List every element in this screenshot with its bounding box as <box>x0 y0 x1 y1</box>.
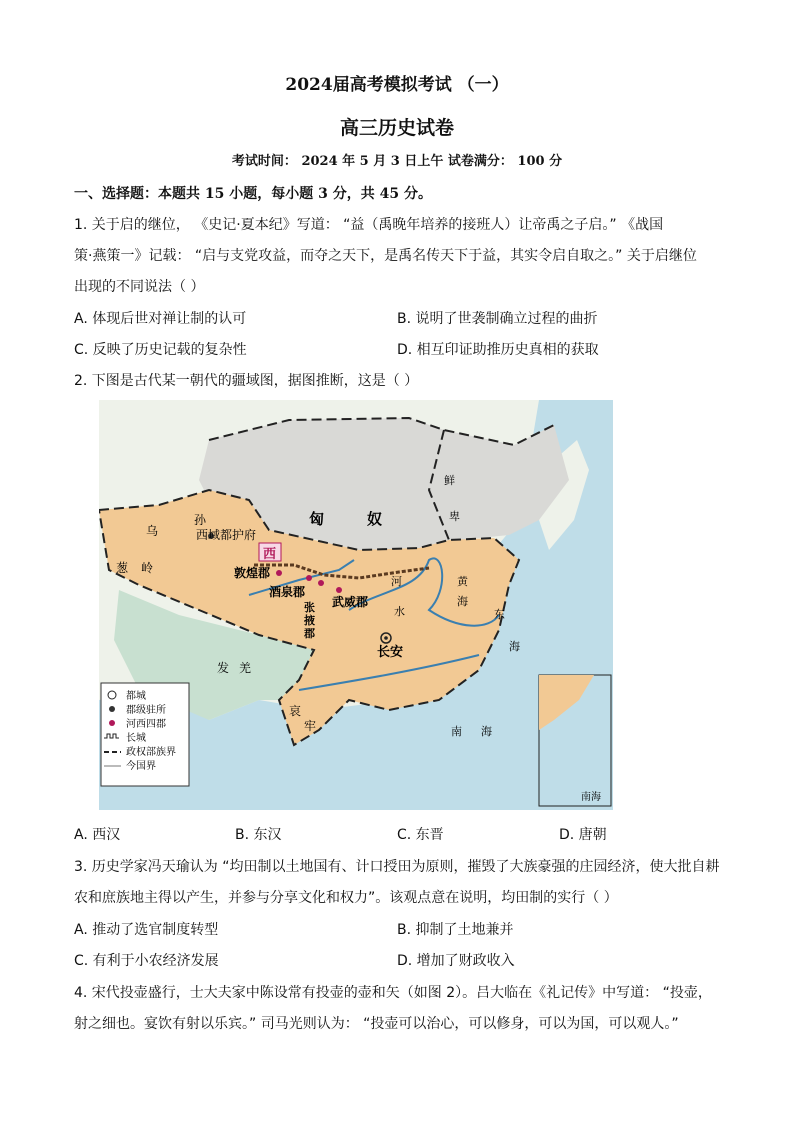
marker-dunhuang <box>276 570 282 576</box>
q1-option-d: D. 相互印证助推历史真相的获取 <box>397 342 599 358</box>
exam-subtitle: 高三历史试卷 <box>339 117 454 139</box>
label-hai: 海 <box>509 640 520 653</box>
label-xianbei-2: 卑 <box>449 510 460 523</box>
label-hai3: 海 <box>481 725 492 738</box>
label-sun: 孙 <box>194 513 207 527</box>
marker-zhangye <box>318 580 324 586</box>
label-dunhuang: 敦煌郡 <box>234 566 271 580</box>
label-xi: 西 <box>263 547 277 562</box>
territory-map <box>99 400 613 810</box>
label-xiongnu-1: 匈 <box>309 510 325 528</box>
label-nan: 南 <box>451 725 462 738</box>
label-xianbei-1: 鲜 <box>444 474 455 487</box>
label-huang: 黄 <box>457 575 468 588</box>
label-jiuquan: 酒泉郡 <box>269 585 306 599</box>
label-hai2: 海 <box>457 595 468 608</box>
label-congling-1: 葱 <box>116 561 129 575</box>
q1-line-2: 策·燕策一》记载： “启与支党攻益，而夺之天下，是禹名传天下于益，其实令启自取之。” 关于启继位 <box>74 248 697 264</box>
label-qiang: 羌 <box>239 661 252 675</box>
q3-option-c: C. 有利于小农经济发展 <box>74 953 219 969</box>
exam-info: 考试时间： 2024 年 5 月 3 日上午 试卷满分： 100 分 <box>231 154 563 169</box>
q1-line-3: 出现的不同说法（ ） <box>74 279 205 295</box>
legend-3: 河西四郡 <box>126 719 166 730</box>
legend-4: 长城 <box>126 733 146 744</box>
q2-option-a: A. 西汉 <box>74 827 121 843</box>
q1-line-1: 1. 关于启的继位， 《史记·夏本纪》写道： “益（禹晚年培养的接班人）让帝禹之子启。” 《战国 <box>74 217 664 233</box>
label-lao: 牢 <box>304 719 317 733</box>
legend-6: 今国界 <box>126 761 156 772</box>
q3-option-d: D. 增加了财政收入 <box>397 953 515 969</box>
legend-prefecture-icon <box>109 706 115 712</box>
q3-line-1: 3. 历史学家冯天瑜认为 “均田制以土地国有、计口授田为原则，摧毁了大族豪强的庄园经济，使大批自耕 <box>74 859 720 875</box>
q1-option-c: C. 反映了历史记载的复杂性 <box>74 342 247 358</box>
q4-line-1: 4. 宋代投壶盛行，士大夫家中陈设常有投壶的壶和矢（如图 2）。吕大临在《礼记传》中写道： “投壶， <box>74 985 712 1001</box>
label-zhangye-3: 郡 <box>304 627 315 640</box>
section-title: 一、选择题：本题共 15 小题，每小题 3 分，共 45 分。 <box>74 186 432 202</box>
q2-option-b: B. 东汉 <box>235 827 282 843</box>
legend-hexi-icon <box>109 720 115 726</box>
q3-option-a: A. 推动了选官制度转型 <box>74 922 219 938</box>
marker-jiuquan <box>306 575 312 581</box>
q1-option-a: A. 体现后世对禅让制的认可 <box>74 311 247 327</box>
q2-option-c: C. 东晋 <box>397 827 444 843</box>
label-congling-2: 岭 <box>141 561 154 575</box>
q1-option-b: B. 说明了世袭制确立过程的曲折 <box>397 311 598 327</box>
label-xiyu: 西域都护府 <box>196 528 257 542</box>
label-he: 河 <box>391 575 402 588</box>
label-ai: 哀 <box>289 704 302 718</box>
label-dong: 东 <box>494 608 505 621</box>
marker-wuwei <box>336 587 342 593</box>
legend-5: 政权部族界 <box>126 747 176 758</box>
label-zhangye-2: 掖 <box>304 614 315 627</box>
q4-line-2: 射之细也。宴饮有射以乐宾。” 司马光则认为： “投壶可以治心，可以修身，可以为国，可以观人。” <box>74 1016 679 1032</box>
label-fa: 发 <box>217 661 230 675</box>
label-wuwei: 武威郡 <box>332 595 369 609</box>
legend-1: 都城 <box>126 691 146 702</box>
marker-changan-dot <box>384 636 388 640</box>
label-xiongnu-2: 奴 <box>367 510 383 528</box>
label-inset: 南海 <box>581 792 601 803</box>
legend-2: 郡级驻所 <box>126 705 166 716</box>
q3-line-2: 农和庶族地主得以产生，并参与分享文化和权力”。该观点意在说明，均田制的实行（ ） <box>74 890 618 906</box>
q3-option-b: B. 抑制了土地兼并 <box>397 922 514 938</box>
label-changan: 长安 <box>377 645 404 660</box>
label-zhangye-1: 张 <box>304 601 315 614</box>
q2-stem: 2. 下图是古代某一朝代的疆域图，据图推断，这是（ ） <box>74 373 419 389</box>
label-shui: 水 <box>394 605 405 618</box>
label-wu: 乌 <box>146 524 159 538</box>
q2-option-d: D. 唐朝 <box>559 827 607 843</box>
exam-title: 2024届高考模拟考试 （一） <box>285 75 509 95</box>
